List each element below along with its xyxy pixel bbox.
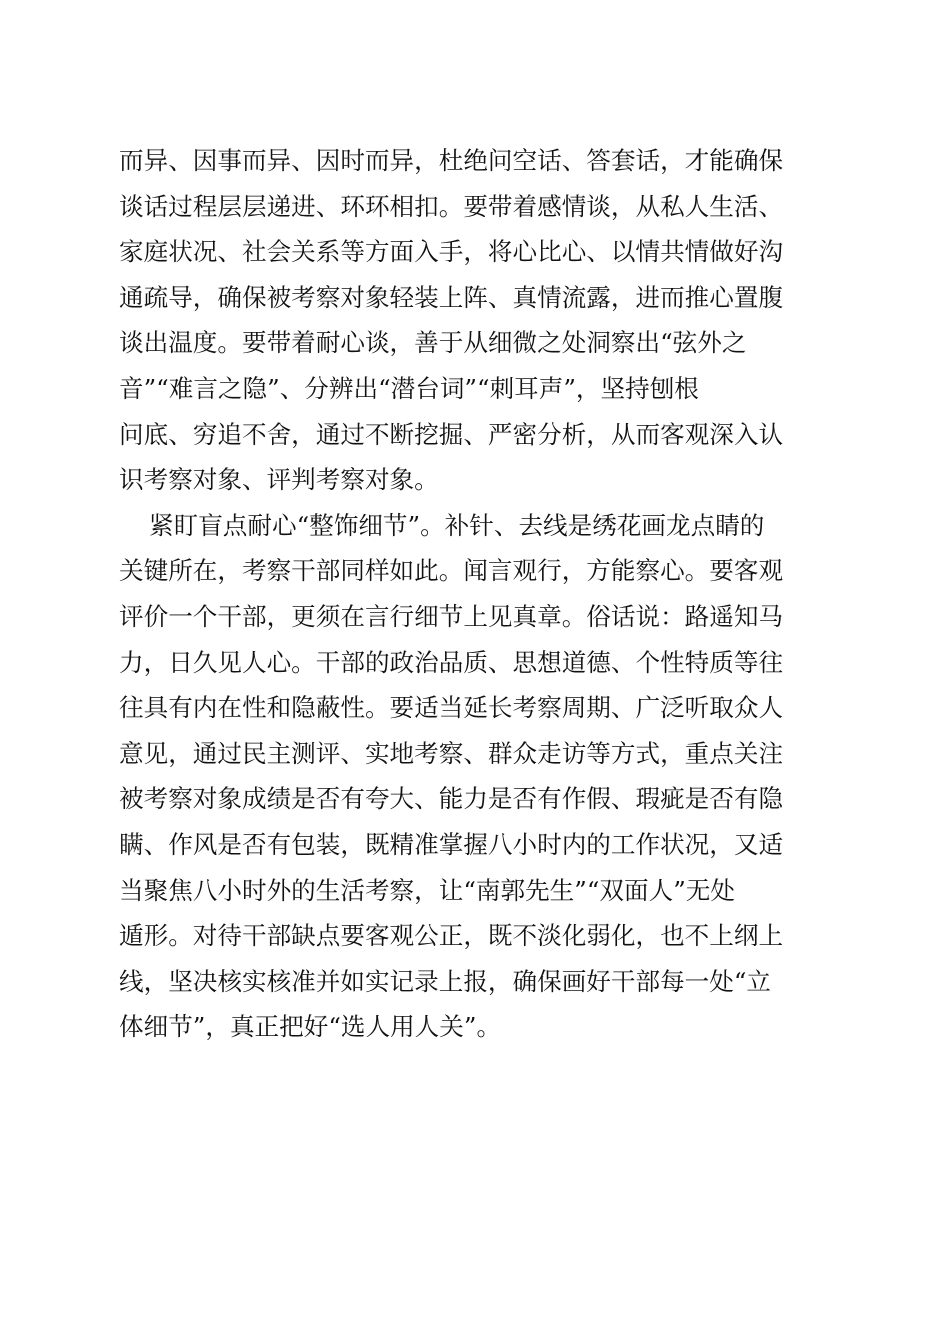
paragraph-2-line: 关键所在，考察干部同样如此。闻言观行，方能察心。要客观	[119, 556, 784, 586]
paragraph-2-line: 评价一个干部，更须在言行细节上见真章。俗话说：路遥知马	[119, 601, 784, 631]
paragraph-1-line: 谈出温度。要带着耐心谈，善于从细微之处洞察出“弦外之	[119, 328, 747, 358]
paragraph-2-line: 遁形。对待干部缺点要客观公正，既不淡化弱化，也不上纲上	[119, 921, 784, 951]
paragraph-2-line: 当聚焦八小时外的生活考察，让“南郭先生”“双面人”无处	[119, 875, 735, 905]
paragraph-1-line: 谈话过程层层递进、环环相扣。要带着感情谈，从私人生活、	[119, 191, 784, 221]
paragraph-1-line: 而异、因事而异、因时而异，杜绝问空话、答套话，才能确保	[119, 146, 784, 175]
paragraph-2-line: 被考察对象成绩是否有夸大、能力是否有作假、瑕疵是否有隐	[119, 784, 784, 814]
paragraph-1-line: 识考察对象、评判考察对象。	[119, 465, 439, 495]
paragraph-2-line: 意见，通过民主测评、实地考察、群众走访等方式，重点关注	[119, 738, 784, 768]
paragraph-2-line: 往具有内在性和隐蔽性。要适当延长考察周期、广泛听取众人	[119, 693, 784, 723]
paragraph-1-line: 音”“难言之隐”、分辨出“潜台词”“刺耳声”，坚持刨根	[119, 373, 699, 403]
paragraph-1-line: 家庭状况、社会关系等方面入手，将心比心、以情共情做好沟	[119, 237, 784, 267]
paragraph-2-line: 力，日久见人心。干部的政治品质、思想道德、个性特质等往	[119, 647, 784, 677]
paragraph-1-line: 通疏导，确保被考察对象轻装上阵、真情流露，进而推心置腹	[119, 282, 784, 312]
paragraph-2-line: 紧盯盲点耐心“整饰细节”。补针、去线是绣花画龙点睛的	[149, 510, 765, 540]
paragraph-1-line: 问底、穷追不舍，通过不断挖掘、严密分析，从而客观深入认	[119, 419, 784, 449]
paragraph-2-line: 瞒、作风是否有包装，既精准掌握八小时内的工作状况，又适	[119, 829, 784, 859]
paragraph-2-line: 线，坚决核实核准并如实记录上报，确保画好干部每一处“立	[119, 966, 772, 996]
body-text	[119, 138, 839, 1050]
paragraph-2-line: 体细节”，真正把好“选人用人关”。	[119, 1012, 502, 1042]
